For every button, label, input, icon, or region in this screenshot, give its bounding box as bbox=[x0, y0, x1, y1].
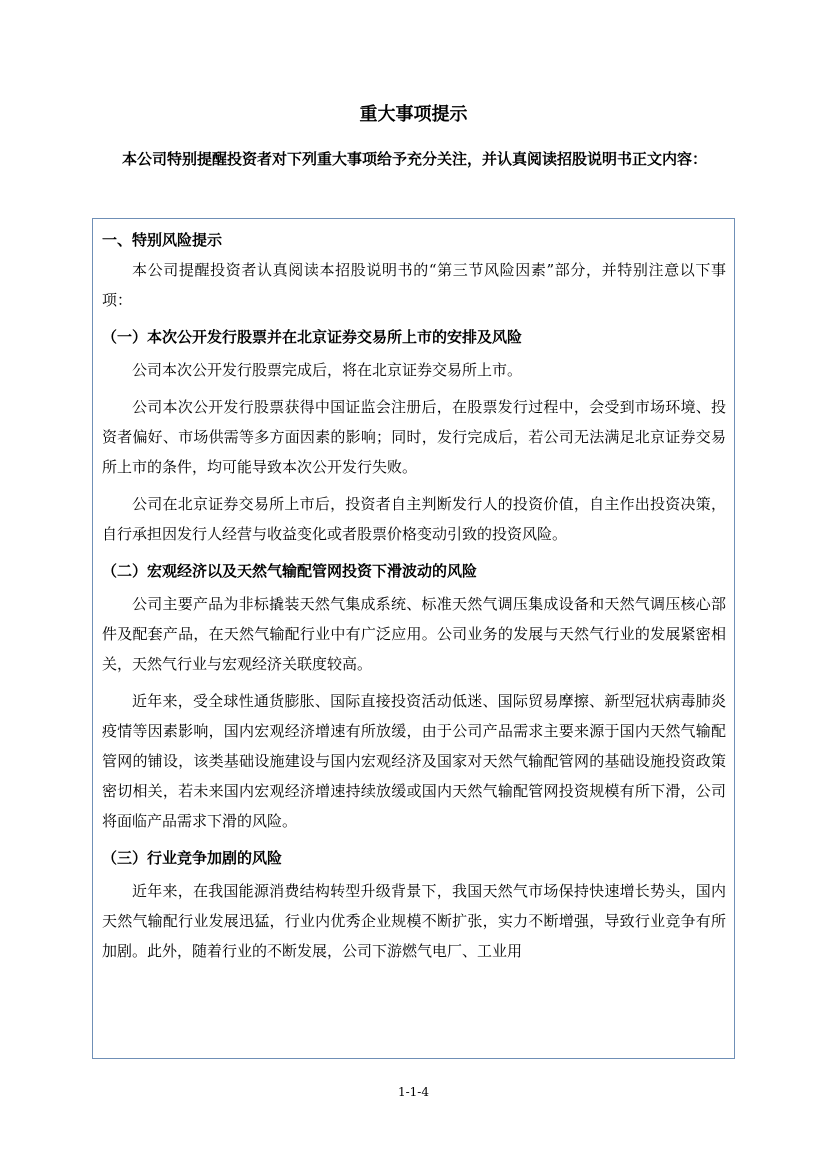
page-title: 重大事项提示 bbox=[359, 104, 468, 125]
paragraph: 近年来，在我国能源消费结构转型升级背景下，我国天然气市场保持快速增长势头，国内天然气输配行业发展迅猛，行业内优秀企业规模不断扩张，实力不断增强，导致行业竞争有所加剧。此外，随着行业的不断发展，公司下游燃气电厂、工业用 bbox=[102, 882, 726, 960]
paragraph: 公司本次公开发行股票完成后，将在北京证券交易所上市。 bbox=[132, 361, 523, 379]
paragraph: 公司本次公开发行股票获得中国证监会注册后，在股票发行过程中，会受到市场环境、投资者偏好、市场供需等多方面因素的影响；同时，发行完成后，若公司无法满足北京证券交易所上市的条件，均可能导致本次公开发行失败。 bbox=[102, 398, 726, 476]
intro-paragraph: 本公司特别提醒投资者对下列重大事项给予充分关注，并认真阅读招股说明书正文内容： bbox=[122, 150, 708, 168]
section-heading-special-risk: 一、特别风险提示 bbox=[102, 231, 223, 249]
subsection-heading-macro-risk: （二）宏观经济以及天然气输配管网投资下滑波动的风险 bbox=[102, 562, 478, 580]
paragraph: 近年来，受全球性通货膨胀、国际直接投资活动低迷、国际贸易摩擦、新型冠状病毒肺炎疫情等因素影响，国内宏观经济增速有所放缓，由于公司产品需求主要来源于国内天然气输配管网的铺设，该类基础设施建设与国内宏观经济及国家对天然气输配管网的基础设施投资政策密切相关，若未来国内宏观经济增速持续放缓或国内天然气输配管网投资规模有所下滑，公司将面临产品需求下滑的风险。 bbox=[102, 692, 726, 830]
risk-box bbox=[92, 218, 735, 1059]
subsection-heading-listing-risk: （一）本次公开发行股票并在北京证券交易所上市的安排及风险 bbox=[102, 328, 523, 346]
page-number: 1-1-4 bbox=[397, 1085, 429, 1099]
paragraph: 本公司提醒投资者认真阅读本招股说明书的“第三节风险因素”部分，并特别注意以下事项： bbox=[102, 261, 726, 309]
subsection-heading-competition-risk: （三）行业竞争加剧的风险 bbox=[102, 849, 283, 867]
paragraph: 公司主要产品为非标撬装天然气集成系统、标准天然气调压集成设备和天然气调压核心部件及配套产品，在天然气输配行业中有广泛应用。公司业务的发展与天然气行业的发展紧密相关，天然气行业与宏观经济关联度较高。 bbox=[102, 595, 726, 673]
paragraph: 公司在北京证券交易所上市后，投资者自主判断发行人的投资价值，自主作出投资决策，自行承担因发行人经营与收益变化或者股票价格变动引致的投资风险。 bbox=[102, 495, 726, 543]
